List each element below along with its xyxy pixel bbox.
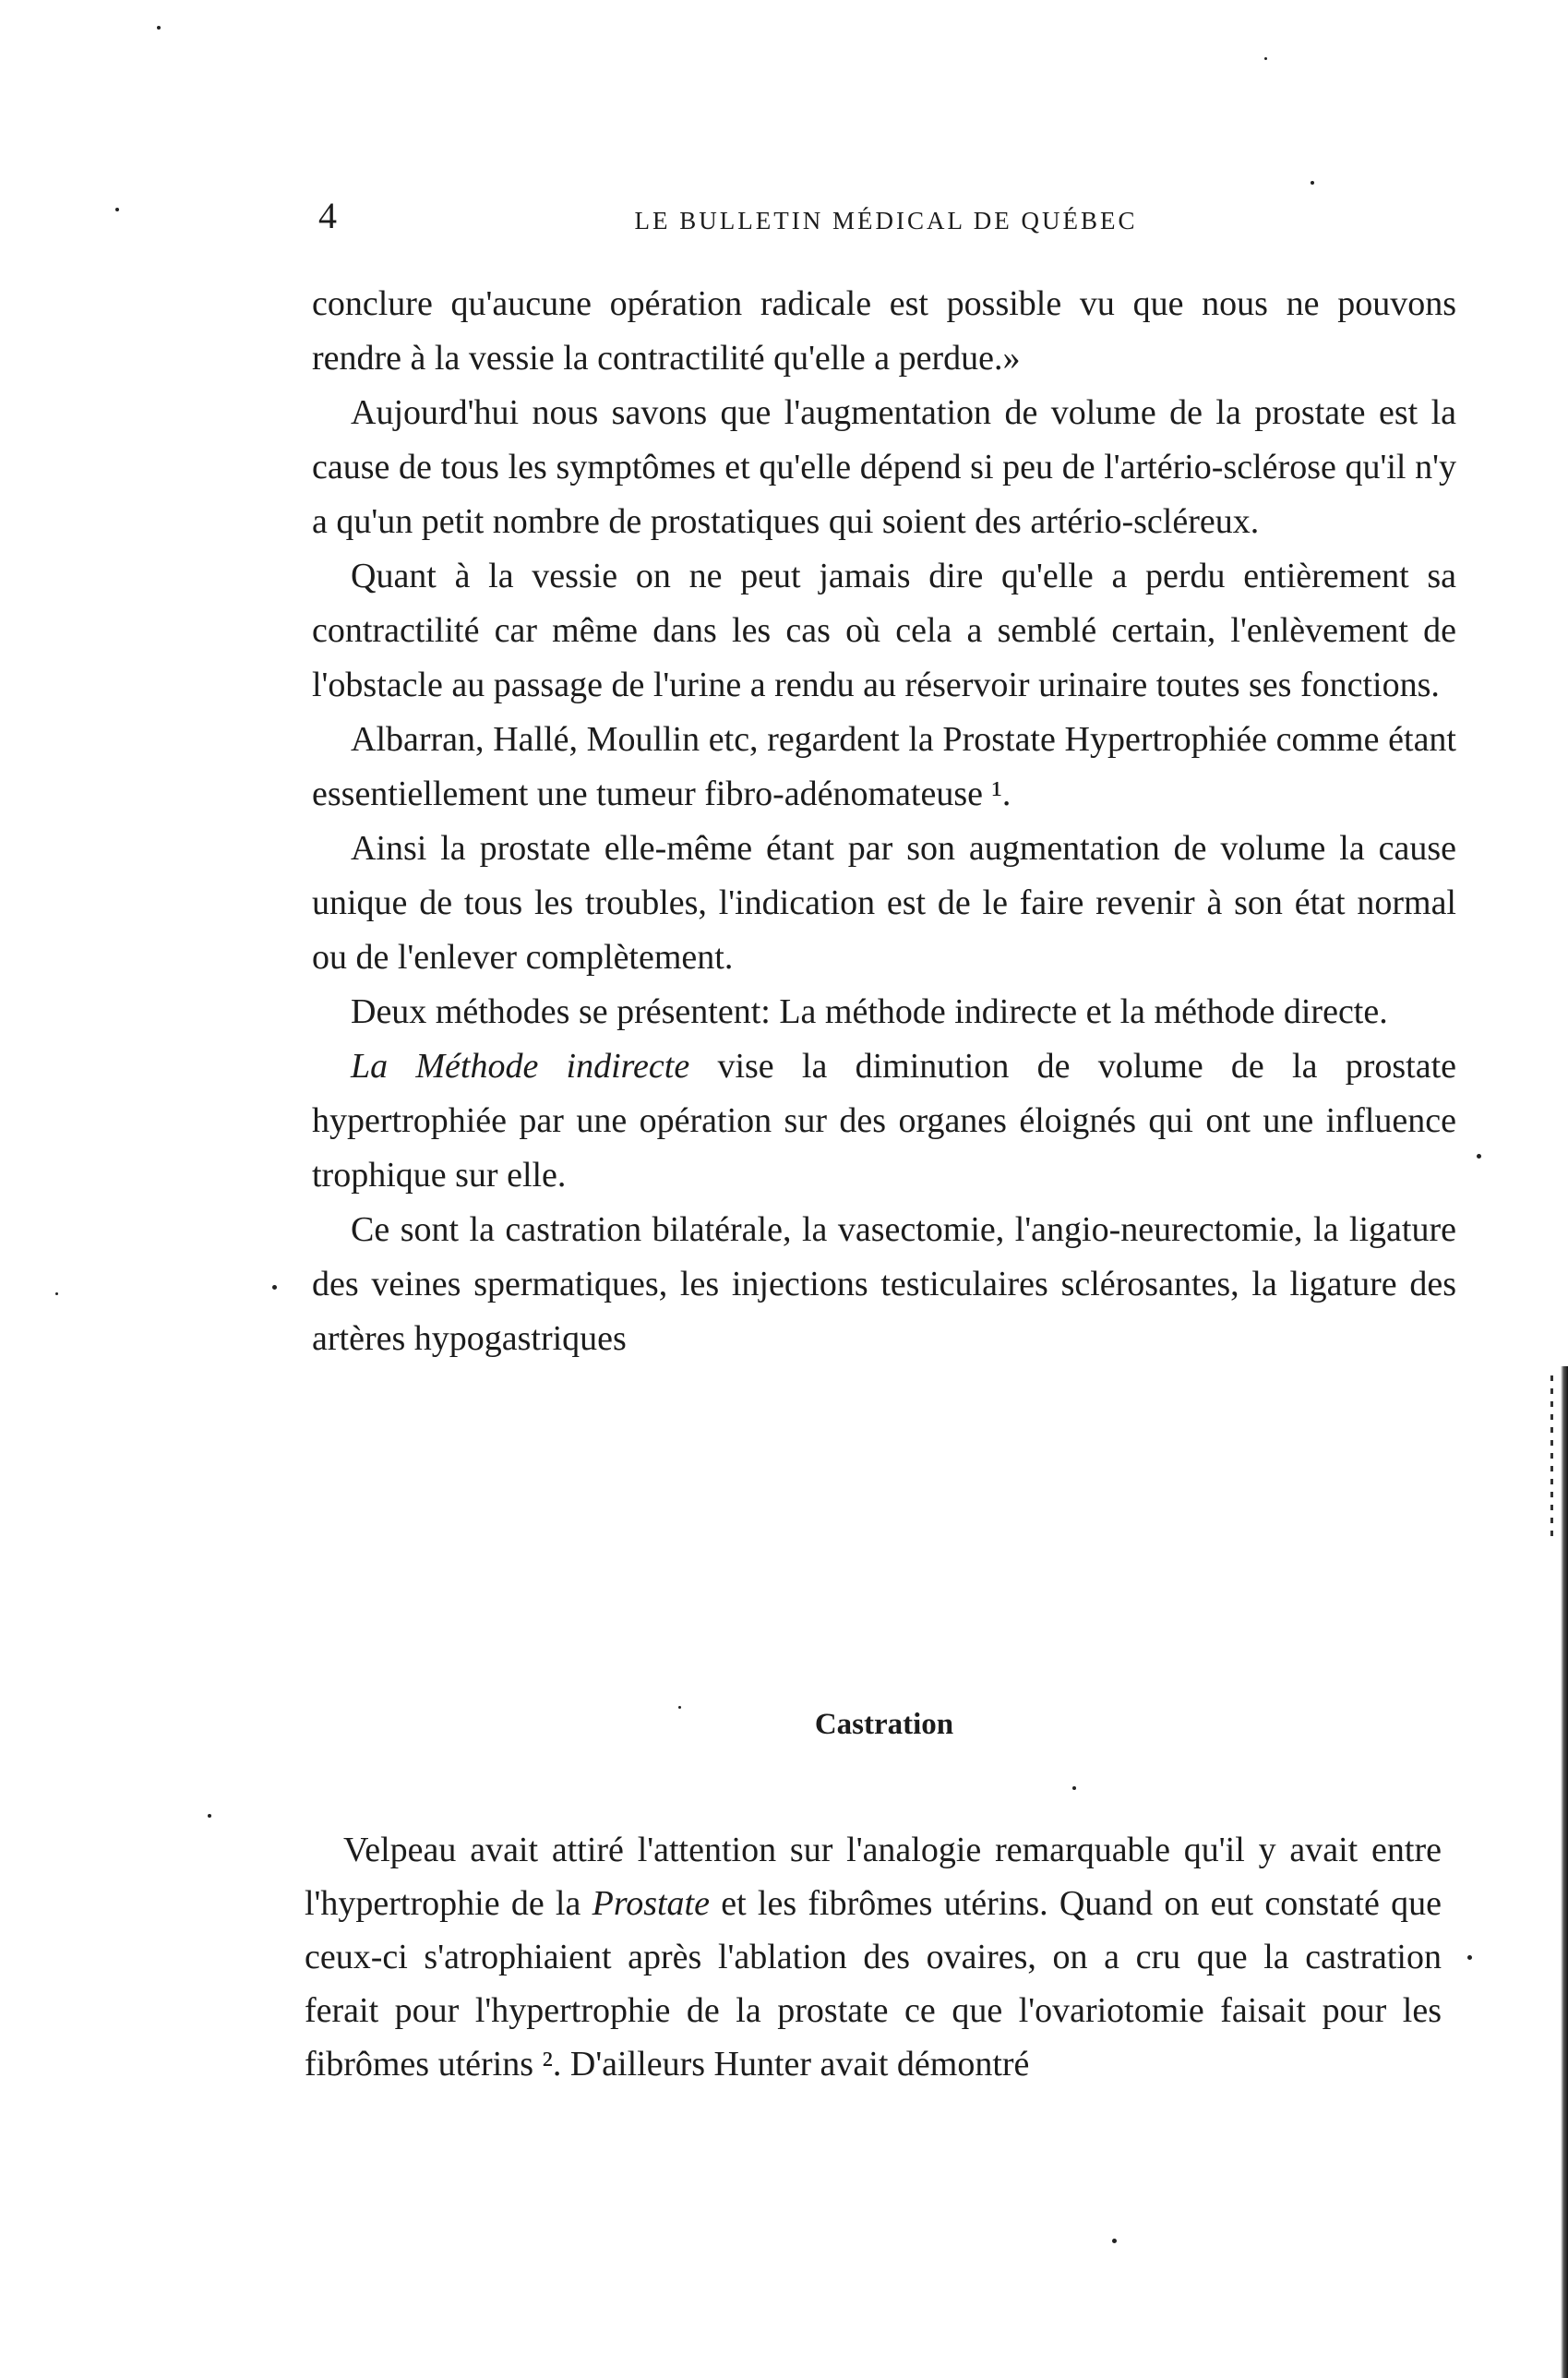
- scan-speck: [678, 1706, 681, 1709]
- page-number: 4: [318, 195, 337, 236]
- scan-speck: [1072, 1786, 1076, 1790]
- italic-term: La Méthode indirecte: [351, 1047, 690, 1086]
- paragraph: Aujourd'hui nous savons que l'augmentation de volume de la prostate est la cause de tous les symptômes et qu'elle dépend si peu de l'artério-sclérose qu'il n'y a qu'un petit nombre de prostatiques qui soient des artério-scléreux.: [312, 393, 1456, 541]
- scan-speck: [208, 1814, 211, 1818]
- page-binding-edge: [1561, 1366, 1568, 2378]
- paragraph: Ainsi la prostate elle-même étant par son augmentation de volume la cause unique de tous les troubles, l'indication est de le faire revenir à son état normal ou de l'enlever complètement.: [312, 829, 1456, 977]
- page-binding-shadow: [1550, 1375, 1553, 1542]
- paragraph: Quant à la vessie on ne peut jamais dire qu'elle a perdu entièrement sa contractilité car même dans les cas où cela a semblé certain, l'enlèvement de l'obstacle au passage de l'urine a rendu au réservoir urinaire toutes ses fonctions.: [312, 557, 1456, 704]
- scan-speck: [1264, 57, 1267, 60]
- section-body-text: [305, 1823, 1442, 2091]
- paragraph-text: vise la diminution de volume de la prostate hypertrophiée par une opération sur des organes éloignés qui ont une influence trophique sur elle.: [312, 1047, 1456, 1195]
- scan-speck: [272, 1285, 277, 1290]
- scan-speck: [1311, 181, 1314, 185]
- page-header: [318, 194, 1454, 249]
- body-text: [312, 277, 1456, 1366]
- paragraph-text: Velpeau avait attiré l'attention sur l'analogie remarquable qu'il y avait entre l'hypertrophie de la: [305, 1831, 1442, 1923]
- running-title: LE BULLETIN MÉDICAL DE QUÉBEC: [634, 207, 1138, 234]
- paragraph-text: et les fibrômes utérins. Quand on eut constaté que ceux-ci s'atrophiaient après l'ablation des ovaires, on a cru que la castration ferait pour l'hypertrophie de la prostate ce que l'ovariotomie faisait pour les fibrômes utérins ². D'ailleurs Hunter avait démontré: [305, 1884, 1442, 2084]
- scan-speck: [55, 1292, 58, 1295]
- paragraph: Ce sont la castration bilatérale, la vasectomie, l'angio-neurectomie, la ligature des veines spermatiques, les injections testiculaires sclérosantes, la ligature des artères hypogastriques: [312, 1210, 1456, 1358]
- scan-speck: [1112, 2239, 1117, 2243]
- paragraph: [305, 1823, 1442, 2091]
- scan-speck: [115, 208, 119, 211]
- section-heading: Castration: [814, 1708, 954, 1741]
- scan-speck: [1467, 1955, 1472, 1960]
- paragraph: [312, 1039, 1456, 1203]
- paragraph: conclure qu'aucune opération radicale est possible vu que nous ne pouvons rendre à la vessie la contractilité qu'elle a perdue.»: [312, 284, 1456, 378]
- paragraph: Deux méthodes se présentent: La méthode indirecte et la méthode directe.: [351, 992, 1388, 1031]
- scan-speck: [1477, 1154, 1481, 1159]
- italic-term: Prostate: [592, 1884, 710, 1923]
- paragraph: Albarran, Hallé, Moullin etc, regardent la Prostate Hypertrophiée comme étant essentiellement une tumeur fibro-adénomateuse ¹.: [312, 720, 1456, 813]
- scan-speck: [157, 26, 161, 30]
